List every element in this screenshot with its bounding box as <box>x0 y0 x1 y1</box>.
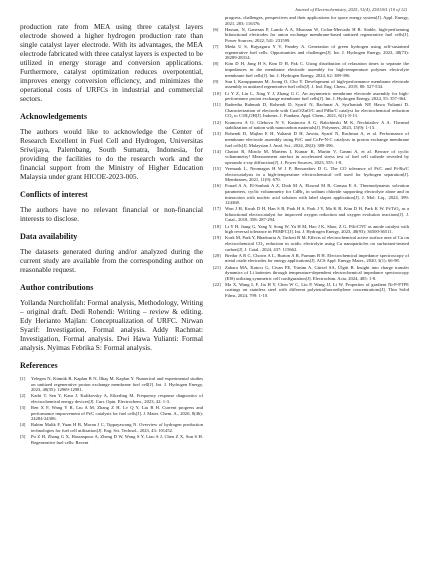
reference-number: [8] <box>213 61 219 67</box>
reference-item <box>213 102 409 119</box>
reference-text: Bredar A R C, Chown A L, Burton A R, Farnum B H. Electrochemical impedance spectroscopy of metal oxide electrodes for energy applications[J]. ACS Appl. Energy Mater., 2020, 3(1): 66-98. <box>225 252 409 264</box>
reference-text: Radeetha Rahmah D, Rohendi D, Syarif N, Rachmat A, Sya'baniah NP, Hawa Yulianti D. Characterization of electrode with CuxO/ZnO/C and PtRu/C catalyst for electrochemical reduction CO₂ to C1H₂OH[J]. Indones. J. Fundam. Appl. Chem., 2021, 6(1): 8-13. <box>225 102 409 119</box>
reference-text: Kadri T, Sen Y, Kaur J, Kulikovsky A, Eikerling M. Frequency response diagnostics of electrochemical energy devices[J]. Curr. Opin. Electrochem., 2023, 42: 1-3. <box>31 393 203 404</box>
acknowledgements-heading: Acknowledgements <box>20 112 87 121</box>
conflicts-heading: Conflicts of interest <box>20 190 88 199</box>
reference-number: [7] <box>213 44 219 50</box>
intro-paragraph: production rate from MEA using three catalyst layers electrode showed a higher hydrogen production rate than single catalyst layer electrode. With its advantages, the MEA electrode fabricated with three catalyst layers is expected to be utilized in energy storage and conversion applications. Furthermore, catalyst optimization reduces overpotential, improves energy conversion efficiency, and minimizes the operational costs of URFCs in industrial and commercial sectors. <box>20 22 203 103</box>
reference-number: [2] <box>20 393 26 399</box>
reference-item <box>20 405 203 422</box>
reference-number: [22] <box>213 281 221 287</box>
reference-text: progress, challenges, perspectives and their applications for space energy system[J]. Appl. Energy, 2021, 283: 116376. <box>225 15 409 26</box>
reference-text: Li Y Z, Liu L, Xing Y J, Zhang G C. An asymmetric membrane electrode assembly for high-performance proton exchange membrane fuel cells[J]. Int. J. Hydrogen Energy, 2024, 55: 357-364. <box>225 90 409 102</box>
reference-text: Kırık M, Park Y, Bhadouria A, Tackett B M. Effects of electrochemical active surface area of Cu on electrochemical CO₂ reduction in acidic electrolyte using Cu nanoparticles on surfactant-treated carbon[J]. J. Catal., 2024, 437: 115662. <box>225 235 409 252</box>
reference-item <box>213 183 409 205</box>
reference-number: [18] <box>213 223 221 229</box>
reference-text: Kramova A O, Glebova N V, Kastnova A G, Rabchinski M K, Nechitailov A A. Thermal stabilization of nation with nanocarbon materials[J]. Polymers, 2023, 15(9): 1-13. <box>225 119 409 131</box>
reference-text: Vermaak L, Neomagus H W J P, Bessarabov D G. The CO tolerance of Pt/C and Pt-Ru/C electrocatalysts in a high-temperature electrochemical cell used for hydrogen separation[J]. Membranes, 2021, 11(9): 670. <box>225 166 409 183</box>
reference-text: Rahim Malik F, Yuan H B, Moran J C, Tippayawong N. Overview of hydrogen production technologies for fuel cell utilization[J]. Eng. Sci. Technol., 2023, 43: 101452. <box>31 422 203 433</box>
reference-text: Hassan, N, Ganesan P, Lando A A, Mustaan W, Colon-Mercado H R. Stable, high-performing bifunctional electrodes for anion exchange membrane-based unitized regenerative fuel cells[J]. Power Sources, 2022, 541: 231599. <box>225 26 409 43</box>
reference-item <box>213 206 409 223</box>
reference-item <box>20 376 203 393</box>
reference-number: [14] <box>213 148 221 154</box>
reference-number: [19] <box>213 235 221 241</box>
reference-item <box>20 422 203 433</box>
reference-item <box>213 91 409 102</box>
reference-number: [4] <box>20 422 26 428</box>
reference-number: [11] <box>213 102 221 108</box>
reference-item <box>213 265 409 282</box>
reference-text: Fouad A A, El-Sonbati A Z, Diab M A, Elawad M R, Gomaa E A. Thermodynamic solvation parameters, cyclic voltammetry for CdBr₂ in sodium chloride supporting electrolyte alone and in interaction with nucleic acid solution with label slopes application[J]. J. Mol. Liq., 2024, 399: 124368. <box>225 183 409 206</box>
reference-item <box>213 253 409 264</box>
reference-item <box>213 149 409 166</box>
reference-number: [10] <box>213 90 221 96</box>
reference-number: [16] <box>213 183 221 189</box>
reference-text: Zabara MA, Katırcı G, Civan FE, Yürüm A, Gürsel SA, Ülgüt B. Insight into charge transfer dynamics of Li batteries through temperature-dependent electrochemical impedance spectroscopy (EIS) utilizing symmetric cell configuration[J]. Electrochim. Acta, 2024, 485: 1-8. <box>225 264 409 281</box>
reference-text: Sun I, Karuppannan M, Joong O, Cho Y. Development of high-performance membrane electrode assembly in unitized regenerative fuel cells[J]. J. Ind. Eng. Chem., 2019, 80: 527-534. <box>225 78 409 90</box>
reference-number: [6] <box>213 26 219 32</box>
reference-number: [21] <box>213 264 221 270</box>
reference-item <box>213 120 409 131</box>
reference-text: Yelegen N, Kümük B, Kaplan R N, İlbaş M, Kaplan Y. Numerical and experimental studies on unitized regenerative proton exchange membrane fuel cell[J]. Int. J. Hydrogen Energy, 2023, 48(35): 12969-12981. <box>31 376 203 393</box>
reference-item <box>213 79 409 90</box>
reference-item <box>20 393 203 404</box>
author-contributions-text: Yollanda Nurcholifah: Formal analysis, Methodology, Writing – original draft. Dedi Rohendi: Writing – review & editing. Edy Herianto Majlan: Conceptualization of URFC. Nirwan Syarif: Investigation, Formal analysis. Addy Rachmat: Investigation, Formal analysis. Dwi Hawa Yulianti: Formal analysis. Nyimas Febrika S: Formal analysis. <box>20 298 203 352</box>
data-availability-heading: Data availability <box>20 232 78 241</box>
reference-number: [9] <box>213 78 219 84</box>
conflicts-text: The authors have no relevant financial or non-financial interests to disclose. <box>20 205 203 223</box>
reference-text: Li Y H, Jiang G, Yang Y, Song W, Yu H M, Hao J K, Shao, Z G. PtIr/CNT as anode catalyst with high reversal tolerance in PEMFC[J]. Int. J. Hydrogen Energy, 2023, 48(93): 36500-36511. <box>225 223 409 235</box>
reference-number: [20] <box>213 252 221 258</box>
data-availability-text: The datasets generated during and/or analyzed during the current study are available from the corresponding author on reasonable request. <box>20 247 203 274</box>
reference-item <box>213 235 409 252</box>
reference-text: Kim D H, Jung H S, Kim D H, Pak C. Using distribution of relaxation times to separate the impedances in the membrane electrode assembly for high-temperature polymer electrolyte membrane fuel cells[J]. Int. J. Hydrogen Energy, 2024, 62: 389-396. <box>225 61 409 78</box>
reference-text: Chattot R, Mirolo M, Martens I, Kumar K, Martin V, Gasmi A, et al. Beware of cyclic voltammetry! Measurement artefact in accelerated stress test of fuel cell cathode revealed by operando x-ray diffraction[J]. J. Power Sources, 2023, 555: 1-8. <box>225 148 409 165</box>
references-list-left <box>20 376 203 445</box>
reference-number: [1] <box>20 376 26 381</box>
reference-item <box>213 224 409 235</box>
reference-number: [5] <box>20 434 26 440</box>
reference-item <box>213 44 409 61</box>
reference-item <box>213 15 409 26</box>
author-contributions-heading: Author contributions <box>20 283 94 292</box>
reference-text: Meda U S, Rajyaguru Y V, Pandey A. Generation of green hydrogen using self-sustained regenerative fuel cells: Opportunities and challenges[J]. Int. J. Hydrogen Energy, 2023, 48(73): 28289-28314. <box>225 44 409 61</box>
acknowledgements-text: The authors would like to acknowledge the Center of Research Excellent in Fuel Cell and Hydrogen, Universitas Sriwijaya, Palembang, South Sumatra, Indonesia, for providing the facilities to do the research work and the financial support from the Ministry of Higher Education Malaysia under grant HICOE-2023-005. <box>20 127 203 181</box>
right-column <box>213 15 409 299</box>
reference-number: [13] <box>213 131 221 137</box>
reference-item <box>213 61 409 78</box>
reference-item <box>213 131 409 148</box>
left-column <box>20 22 203 446</box>
references-heading: References <box>20 361 58 370</box>
reference-text: Won J H, Kwak D H, Han S B, Park H S, Park J Y, Ma K B, Kim D H, Park K W. Pt/TiO₂ as a bifunctional electrocatalyst for improved oxygen reduction and oxygen evolution reactions[J]. J. Catal., 2018, 358: 287-294. <box>225 206 409 223</box>
references-list-right <box>213 15 409 298</box>
reference-item <box>213 27 409 44</box>
reference-text: Pu Z H, Zhang G X, Hassanpour A, Zheng D W, Wang S Y, Liao S J, Chen Z X, Sun S H. Regenerative fuel cells: Recent <box>31 434 203 445</box>
reference-number: [3] <box>20 405 26 411</box>
running-header: Journal of Electrochemistry, 2025, 31(4), 2501161 (10 of 12) <box>294 7 407 12</box>
reference-item <box>213 282 409 299</box>
reference-number: [15] <box>213 166 221 172</box>
reference-text: Ma X, Wang L F, Jia H Y, Chen W C, Liu P, Wang JJ, Li W. Properties of gradient Ni-P-PTFE coatings on stainless steel with different polytetrafluoroethylene concentrations[J]. Thin Solid Films, 2024, 799: 1-10. <box>225 281 409 298</box>
reference-item <box>20 434 203 445</box>
reference-item <box>213 166 409 183</box>
reference-number: [12] <box>213 119 221 125</box>
reference-text: Ren X F, Wang Y R, Liu A M, Zhang Z H, Lv Q Y, Liu B H. Current progress and performance improvement of Pt/C catalysts for fuel cells[J]. J. Mater. Chem. A., 2020, 8(46): 24284-24306. <box>31 405 203 422</box>
reference-number: [17] <box>213 206 221 212</box>
reference-text: Rohendi D, Majlan E H, Yulianti D H, Juwita, Syarif N, Rachmat A, et al. Performance of membrane electrode assembly using Pt/C and CoFe-N-C catalysts in proton exchange membrane fuel cells[J]. Malaysian J. Anal. Sci., 2024, 28(2): 388-396. <box>225 131 409 148</box>
